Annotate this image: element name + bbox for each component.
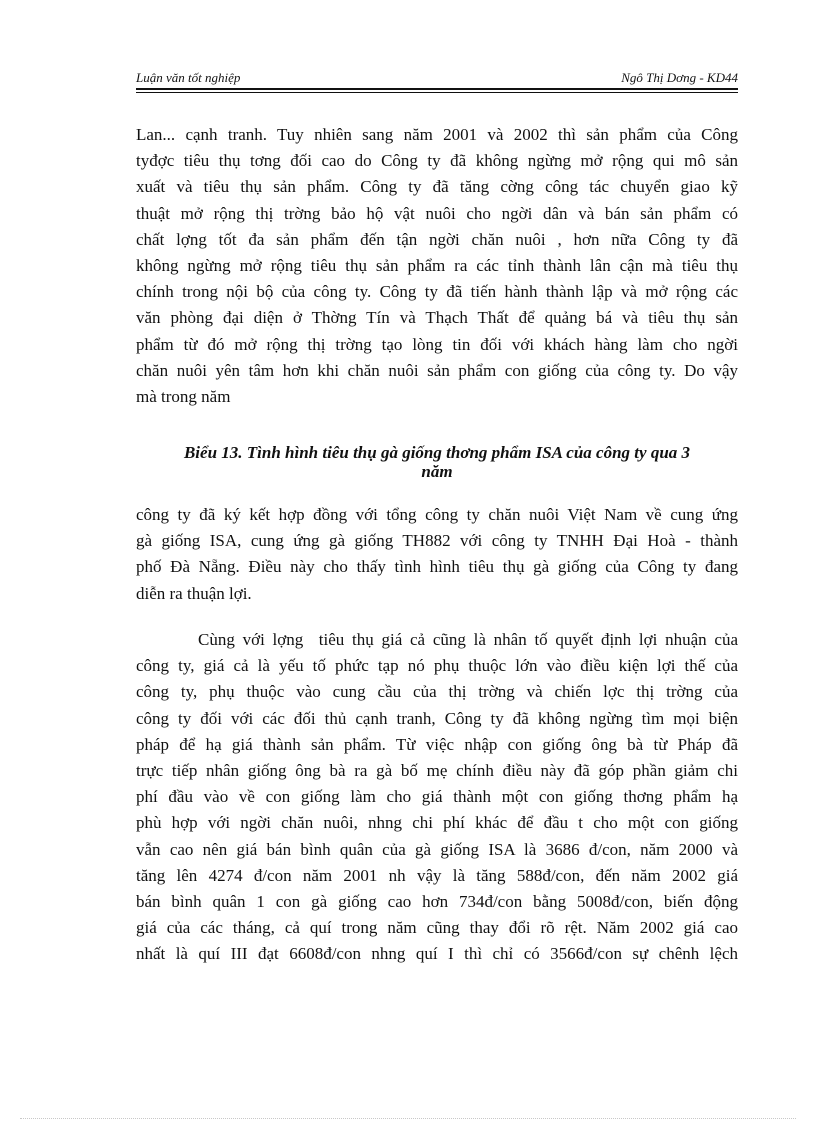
text-line: không ngừng mở rộng tiêu thụ sản phẩm ra các tỉnh thành lân cận mà tiêu thụ	[136, 256, 738, 276]
page-header	[136, 68, 738, 90]
text-line: pháp để hạ giá thành sản phẩm. Từ việc nhập con giống ông bà từ Pháp đã	[136, 734, 738, 754]
caption-line-1: Biểu 13. Tình hình tiêu thụ gà giống thơng phẩm ISA của công ty qua 3	[183, 443, 691, 462]
text-line: công ty, phụ thuộc vào cung cầu của thị trờng và chiến lợc thị trờng của	[136, 682, 738, 702]
text-line: công ty đã ký kết hợp đồng với tổng công ty chăn nuôi Việt Nam về cung ứng	[136, 505, 738, 524]
paragraph-2	[136, 502, 738, 607]
text-line: phí đầu vào về con giống làm cho giá thành một con giống thơng phẩm hạ	[136, 787, 738, 807]
text-line: gà giống ISA, cung ứng gà giống TH882 với công ty TNHH Đại Hoà - thành	[136, 531, 738, 551]
text-line: diễn ra thuận lợi.	[136, 583, 252, 603]
text-line: chất lợng tốt đa sản phẩm đến tận ngời chăn nuôi , hơn nữa Công ty đã	[136, 229, 738, 249]
paragraph-3	[136, 627, 738, 968]
text-line: trực tiếp nhân giống ông bà ra gà bố mẹ chính điều này đã góp phần giảm chi	[136, 761, 738, 781]
text-line: giá của các tháng, cả quí trong năm cũng thay đổi rõ rệt. Năm 2002 giá cao	[136, 918, 738, 938]
text-line: thuật mở rộng thị trờng bảo hộ vật nuôi cho ngời dân và bán sản phẩm có	[136, 203, 738, 223]
text-line: bán bình quân 1 con gà giống cao hơn 734đ/con bằng 5008đ/con, biến động	[136, 892, 738, 912]
header-divider	[136, 88, 738, 93]
text-line: công ty đối với các đối thủ cạnh tranh, Công ty đã không ngừng tìm mọi biện	[136, 708, 738, 728]
text-line: nhất là quí III đạt 6608đ/con nhng quí I thì chỉ có 3566đ/con sự chênh lệch	[136, 944, 738, 964]
text-line: Cùng với lợng tiêu thụ giá cả cũng là nhân tố quyết định lợi nhuận của	[136, 630, 738, 649]
text-line: vẫn cao nên giá bán bình quân của gà giống ISA là 3686 đ/con, năm 2000 và	[136, 839, 738, 859]
text-line: chăn nuôi yên tâm hơn khi chăn nuôi sản phẩm con giống của công ty. Do vậy	[136, 360, 738, 380]
caption-line-2: năm	[421, 462, 453, 481]
text-line: Lan... cạnh tranh. Tuy nhiên sang năm 2001 và 2002 thì sản phẩm của Công	[136, 125, 738, 144]
paragraph-1	[136, 122, 738, 410]
text-line: văn phòng đại diện ở Thờng Tín và Thạch Thất để quảng bá và tiêu thụ sản	[136, 308, 738, 328]
text-line: công ty, giá cả là yếu tố phức tạp nó phụ thuộc lớn vào điều kiện lợi thế của	[136, 656, 738, 676]
table-caption	[136, 443, 738, 481]
text-line: xuất và tiêu thụ sản phẩm. Công ty đã tăng cờng công tác chuyển giao kỹ	[136, 177, 738, 197]
page-bottom-border	[20, 1118, 796, 1119]
text-line: mà trong năm	[136, 387, 231, 407]
header-author: Ngô Thị Dơng - KD44	[621, 70, 738, 85]
text-line: phù hợp với ngời chăn nuôi, nhng chi phí khác để đầu t cho một con giống	[136, 813, 738, 833]
text-line: chính trong nội bộ của công ty. Công ty đã tiến hành thành lập và mở rộng các	[136, 282, 738, 302]
header-thesis-label: Luận văn tốt nghiệp	[136, 70, 241, 85]
text-line: tăng lên 4274 đ/con năm 2001 nh vậy là tăng 588đ/con, đến năm 2002 giá	[136, 865, 738, 885]
text-line: tyđợc tiêu thụ tơng đối cao do Công ty đã không ngừng mở rộng qui mô sản	[136, 151, 738, 171]
text-line: phẩm từ đó mở rộng thị trờng tạo lòng tin đối với khách hàng làm cho ngời	[136, 334, 738, 354]
text-line: phố Đà Nẵng. Điều này cho thấy tình hình tiêu thụ gà giống của Công ty đang	[136, 557, 738, 577]
